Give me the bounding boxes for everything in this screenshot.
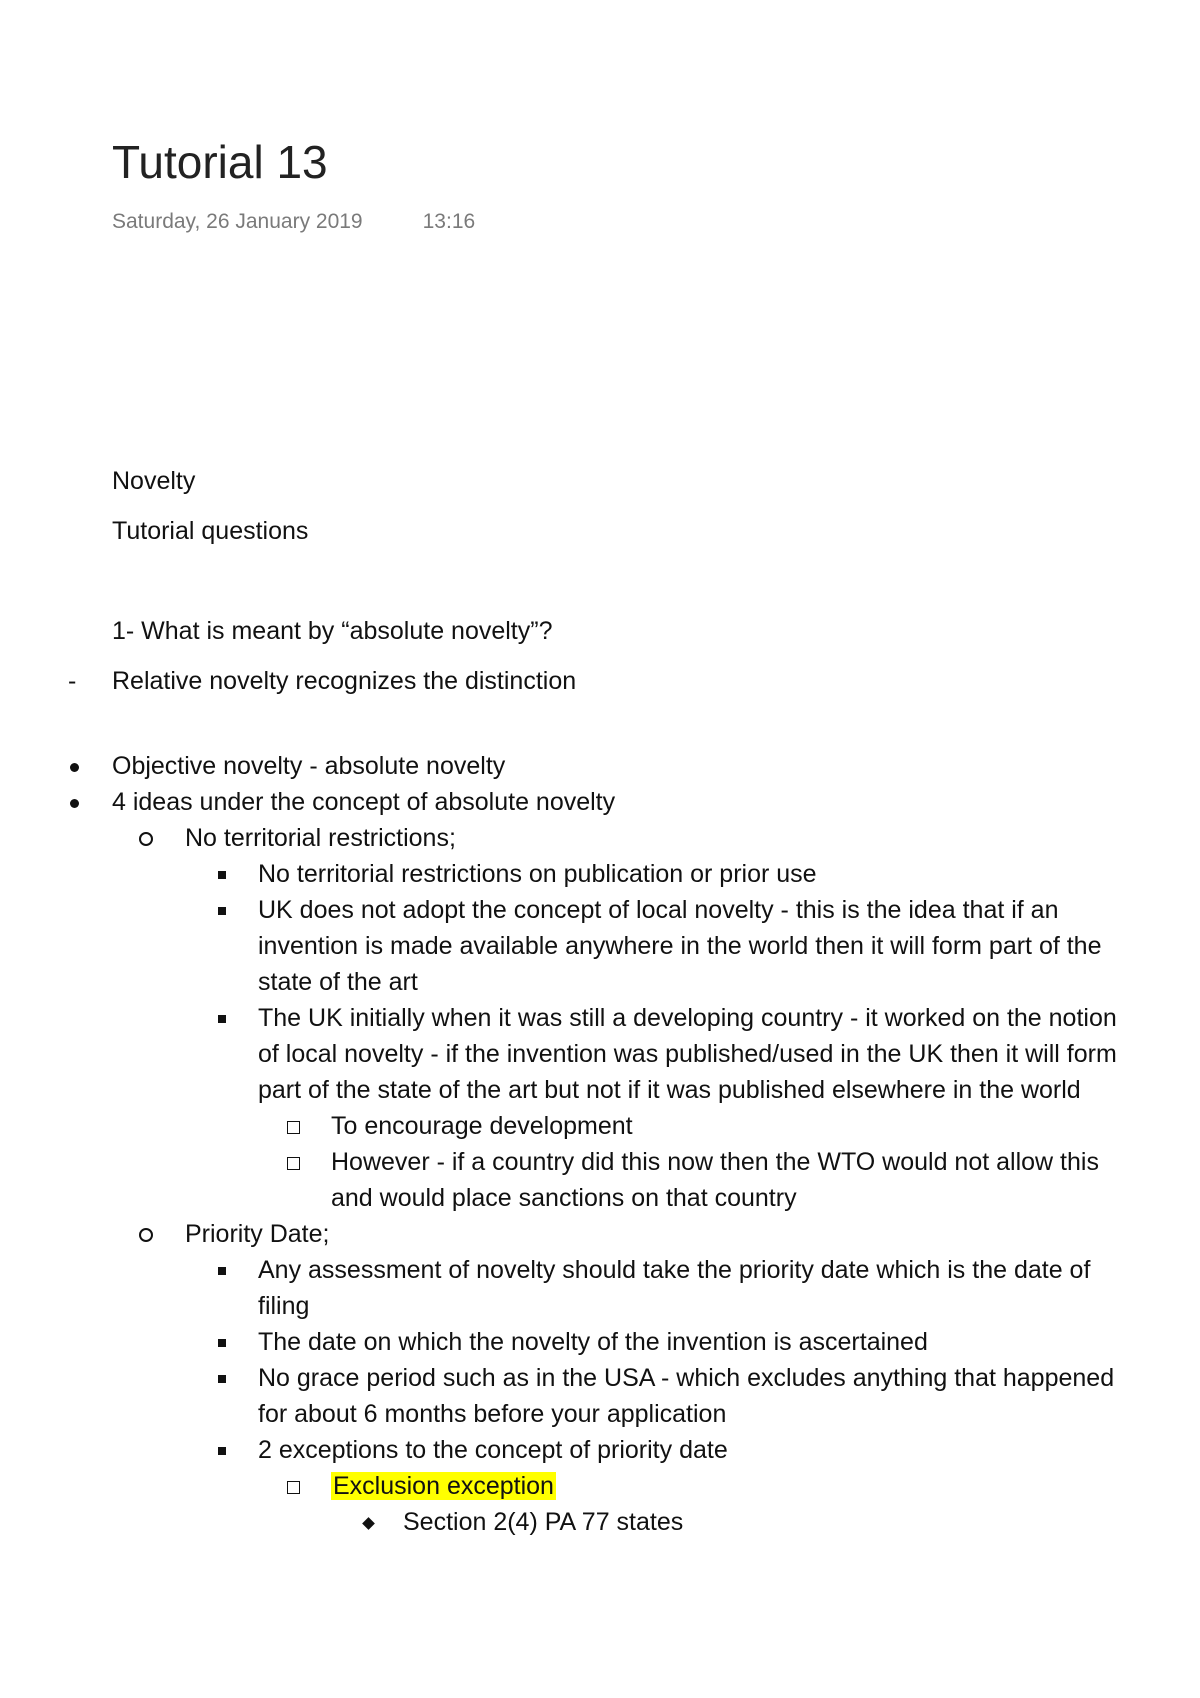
list-item: Any assessment of novelty should take the priority date which is the date of filing — [0, 1252, 1138, 1324]
bullet-square-icon — [212, 1360, 232, 1396]
list-item: The UK initially when it was still a developing country - it worked on the notion of local novelty - if the invention was published/used in the UK then it will form part of the state of the art but not if it was published elsewhere in the world — [0, 1000, 1138, 1108]
outline-list — [0, 748, 1200, 1540]
bullet-dot-icon — [62, 748, 86, 784]
bullet-circle-icon — [134, 820, 158, 856]
list-item: However - if a country did this now then the WTO would not allow this and would place sanctions on that country — [0, 1144, 1131, 1216]
bullet-box-icon — [281, 1108, 305, 1144]
section-heading: Novelty — [112, 467, 196, 495]
section-subheading: Tutorial questions — [112, 517, 309, 545]
page-time: 13:16 — [422, 210, 476, 233]
dash-marker: - — [68, 667, 77, 695]
bullet-square-icon — [212, 1252, 232, 1288]
bullet-square-icon — [212, 1432, 232, 1468]
page-title: Tutorial 13 — [112, 136, 328, 188]
list-item: Objective novelty - absolute novelty — [0, 748, 1132, 784]
dash-list-item — [68, 663, 577, 699]
question-text: 1- What is meant by “absolute novelty”? — [112, 617, 553, 645]
list-item: 4 ideas under the concept of absolute novelty — [0, 784, 1132, 820]
list-item: UK does not adopt the concept of local novelty - this is the idea that if an invention is made available anywhere in the world then it will form part of the state of the art — [0, 892, 1138, 1000]
list-item: Section 2(4) PA 77 states — [0, 1504, 1133, 1540]
highlighted-text: Exclusion exception — [333, 1472, 554, 1500]
bullet-square-icon — [212, 1324, 232, 1360]
list-item: No territorial restrictions; — [0, 820, 1135, 856]
list-item: Priority Date; — [0, 1216, 1135, 1252]
list-item: 2 exceptions to the concept of priority date — [0, 1432, 1138, 1468]
bullet-square-icon — [212, 1000, 232, 1036]
dash-item-text: Relative novelty recognizes the distinction — [112, 667, 577, 695]
list-item: To encourage development — [0, 1108, 1131, 1144]
page-date: Saturday, 26 January 2019 — [112, 210, 363, 233]
bullet-diamond-icon — [356, 1504, 380, 1540]
bullet-square-icon — [212, 856, 232, 892]
bullet-box-icon — [281, 1468, 305, 1504]
bullet-square-icon — [212, 892, 232, 928]
list-item: No territorial restrictions on publication or prior use — [0, 856, 1138, 892]
bullet-dot-icon — [62, 784, 86, 820]
bullet-circle-icon — [134, 1216, 158, 1252]
list-item: No grace period such as in the USA - which excludes anything that happened for about 6 months before your application — [0, 1360, 1138, 1432]
bullet-box-icon — [281, 1144, 305, 1180]
page-meta — [112, 208, 475, 236]
list-item — [0, 1468, 1131, 1504]
list-item: The date on which the novelty of the invention is ascertained — [0, 1324, 1138, 1360]
